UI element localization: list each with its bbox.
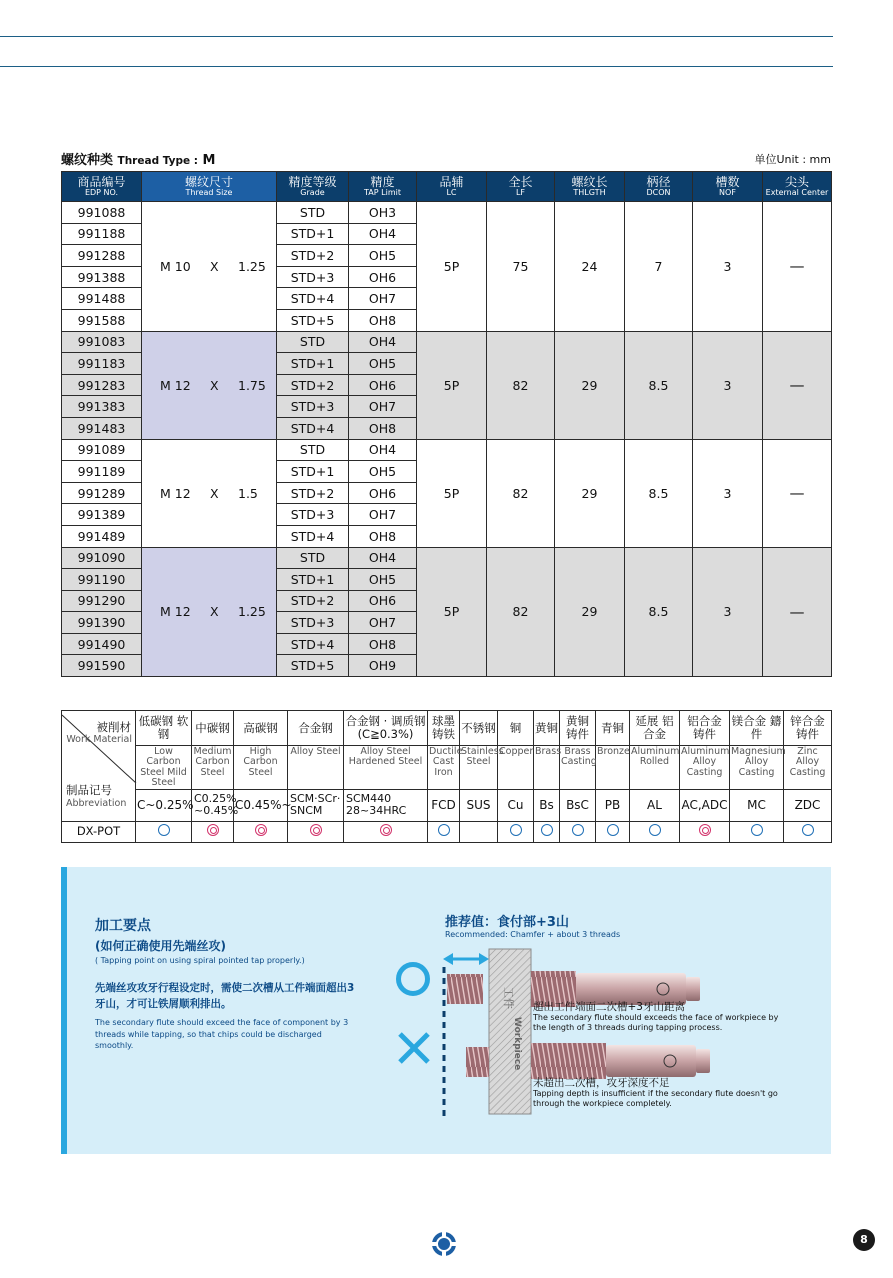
- corner-work-en: Work Material: [66, 733, 132, 745]
- table-header-row: [62, 172, 832, 202]
- header-cell: [277, 172, 349, 202]
- suitability-cell: [192, 821, 234, 842]
- workpiece-label-zh: 工件: [502, 987, 515, 1009]
- header-label-en: DCON: [646, 187, 671, 197]
- material-name-en: Brass: [534, 746, 560, 790]
- material-name-zh: 球墨 铸铁: [428, 711, 460, 746]
- header-label-zh: 尖头: [784, 175, 809, 189]
- heading-title-en: Thread Type :: [117, 155, 198, 167]
- lf-cell: 75: [487, 202, 555, 332]
- edp-cell: 991388: [62, 266, 142, 288]
- suitability-cell: [680, 821, 730, 842]
- suitable-circle-icon: [802, 824, 814, 836]
- lf-cell: 82: [487, 547, 555, 677]
- material-name-en: Low Carbon Steel Mild Steel: [136, 746, 192, 790]
- header-label-en: THLGTH: [573, 187, 606, 197]
- tapping-tips-panel: [61, 867, 831, 1154]
- good-caption-en: The secondary flute should exceeds the face of workpiece by the length of 3 threads during tapping process.: [533, 1013, 779, 1032]
- suitability-cell: [344, 821, 428, 842]
- material-abbreviation: AC,ADC: [680, 789, 730, 821]
- material-en-row: [62, 746, 832, 790]
- grade-cell: STD+4: [277, 525, 349, 547]
- edp-cell: 991089: [62, 439, 142, 461]
- suitability-cell: [428, 821, 460, 842]
- suitability-cell: [630, 821, 680, 842]
- tap-limit-cell: OH7: [349, 612, 417, 634]
- header-cell: [763, 172, 832, 202]
- header-label-en: LC: [446, 187, 457, 197]
- grade-cell: STD+2: [277, 374, 349, 396]
- material-name-zh: 不锈钢: [460, 711, 498, 746]
- suitable-circle-icon: [607, 824, 619, 836]
- edp-cell: 991289: [62, 482, 142, 504]
- ec-cell: —: [763, 547, 832, 677]
- grade-cell: STD+1: [277, 223, 349, 245]
- suitability-cell: [498, 821, 534, 842]
- tap-limit-cell: OH9: [349, 655, 417, 677]
- thread-size-cell: [142, 547, 277, 677]
- tap-limit-cell: OH8: [349, 309, 417, 331]
- ec-cell: —: [763, 202, 832, 332]
- grade-cell: STD+2: [277, 590, 349, 612]
- heading-thread-type: M: [202, 153, 216, 168]
- recommended-title: 推荐值：食付部+3山: [445, 915, 569, 930]
- header-label-en: EDP NO.: [84, 187, 119, 197]
- tap-limit-cell: OH8: [349, 417, 417, 439]
- material-name-zh: 延展 铝合金: [630, 711, 680, 746]
- table-row: [62, 202, 832, 224]
- material-name-en: Zinc Alloy Casting: [784, 746, 832, 790]
- thread-type-heading: [61, 147, 831, 167]
- tap-limit-cell: OH4: [349, 223, 417, 245]
- header-label-en: TAP Limit: [364, 187, 401, 197]
- material-name-en: Aluminum Rolled: [630, 746, 680, 790]
- corner-abbr-zh: 制品记号: [66, 782, 112, 797]
- edp-cell: 991490: [62, 633, 142, 655]
- thread-size-part: 1.25: [238, 258, 266, 274]
- thread-size-part: X: [210, 485, 219, 501]
- material-name-en: Medium Carbon Steel: [192, 746, 234, 790]
- header-label-zh: 品辅: [439, 175, 464, 189]
- arrow-left-head: [443, 953, 453, 965]
- suitability-cell: [288, 821, 344, 842]
- grade-cell: STD+4: [277, 288, 349, 310]
- edp-cell: 991088: [62, 202, 142, 224]
- grade-cell: STD+3: [277, 266, 349, 288]
- dcon-cell: 8.5: [625, 547, 693, 677]
- material-name-zh: 黄铜: [534, 711, 560, 746]
- edp-cell: 991283: [62, 374, 142, 396]
- corner-work-zh: 被削材: [96, 719, 131, 734]
- edp-cell: 991588: [62, 309, 142, 331]
- tap-limit-cell: OH8: [349, 633, 417, 655]
- material-name-en: Copper: [498, 746, 534, 790]
- material-name-en: Bronze: [596, 746, 630, 790]
- edp-cell: 991488: [62, 288, 142, 310]
- thread-size-part: M 12: [160, 604, 191, 620]
- tap-limit-cell: OH6: [349, 266, 417, 288]
- material-name-zh: 锌合金 铸件: [784, 711, 832, 746]
- tips-subtitle: (如何正确使用先端丝攻): [95, 939, 226, 953]
- material-name-zh: 合金钢 · 调质钢 (C≧0.3%): [344, 711, 428, 746]
- header-label-en: LF: [515, 187, 526, 197]
- material-name-en: Alloy Steel Hardened Steel: [344, 746, 428, 790]
- edp-cell: 991383: [62, 396, 142, 418]
- material-corner-cell: [62, 711, 136, 822]
- ec-cell: —: [763, 439, 832, 547]
- thlgth-cell: 24: [555, 202, 625, 332]
- header-cell: [693, 172, 763, 202]
- dcon-cell: 8.5: [625, 439, 693, 547]
- tips-body-en: The secondary flute should exceed the face of component by 3 threads while tapping, so that chips could be discharged smoothly.: [95, 1018, 349, 1051]
- material-name-zh: 铜: [498, 711, 534, 746]
- header-label-en: Grade: [300, 187, 325, 197]
- nof-cell: 3: [693, 547, 763, 677]
- unit-label: 单位Unit : mm: [754, 153, 831, 166]
- tips-subtitle-en: ( Tapping point on using spiral pointed tap properly.): [95, 956, 305, 965]
- work-material-table: [61, 710, 832, 843]
- thread-size-part: M 12: [160, 377, 191, 393]
- edp-cell: 991389: [62, 504, 142, 526]
- lc-cell: 5P: [417, 331, 487, 439]
- header-label-zh: 柄径: [646, 175, 671, 189]
- header-label-zh: 槽数: [715, 175, 740, 189]
- product-name-cell: DX-POT: [62, 821, 136, 842]
- tap-limit-cell: OH6: [349, 374, 417, 396]
- dcon-cell: 7: [625, 202, 693, 332]
- edp-cell: 991083: [62, 331, 142, 353]
- edp-cell: 991188: [62, 223, 142, 245]
- workpiece-label-en: Workpiece: [512, 1017, 522, 1071]
- bad-caption-zh: 未超出二次槽，攻牙深度不足: [533, 1077, 670, 1089]
- edp-cell: 991189: [62, 461, 142, 483]
- tap-limit-cell: OH4: [349, 331, 417, 353]
- top-tap-square: [686, 977, 700, 1001]
- recommended-double-circle-icon: [255, 824, 267, 836]
- thread-size-cell: [142, 202, 277, 332]
- tips-body-zh: 先端丝攻攻牙行程设定时，需使二次槽从工件端面超出3牙山，才可让铁屑顺利排出。: [95, 982, 355, 1011]
- material-name-en: Brass Casting: [560, 746, 596, 790]
- material-name-en: Stainless Steel: [460, 746, 498, 790]
- material-abbreviation: C0.25% ~0.45%: [192, 789, 234, 821]
- workpiece-hatch: [489, 949, 531, 1114]
- thread-size-part: X: [210, 258, 219, 274]
- nof-cell: 3: [693, 202, 763, 332]
- header-cell: [555, 172, 625, 202]
- table-row: [62, 331, 832, 353]
- header-label-zh: 螺纹长: [571, 175, 608, 189]
- material-abbreviation: FCD: [428, 789, 460, 821]
- tap-limit-cell: OH7: [349, 288, 417, 310]
- tap-limit-cell: OH7: [349, 396, 417, 418]
- tap-limit-cell: OH6: [349, 482, 417, 504]
- material-abbreviation: BsC: [560, 789, 596, 821]
- nof-cell: 3: [693, 439, 763, 547]
- grade-cell: STD: [277, 439, 349, 461]
- material-name-zh: 低碳钢 软钢: [136, 711, 192, 746]
- panel-accent-bar: [61, 867, 67, 1154]
- header-label-zh: 精度等级: [288, 175, 337, 189]
- top-rule-2: [0, 66, 833, 67]
- tap-limit-cell: OH7: [349, 504, 417, 526]
- suitability-cell: [136, 821, 192, 842]
- material-name-en: Magnesium Alloy Casting: [730, 746, 784, 790]
- header-cell: [417, 172, 487, 202]
- thlgth-cell: 29: [555, 331, 625, 439]
- edp-cell: 991290: [62, 590, 142, 612]
- bottom-tap-threads-right: [531, 1043, 606, 1079]
- edp-cell: 991590: [62, 655, 142, 677]
- table-row: [62, 439, 832, 461]
- tap-limit-cell: OH6: [349, 590, 417, 612]
- material-abbreviation: MC: [730, 789, 784, 821]
- edp-cell: 991390: [62, 612, 142, 634]
- suitability-cell: [460, 821, 498, 842]
- suitable-circle-icon: [572, 824, 584, 836]
- bottom-tap-shank: [606, 1045, 696, 1077]
- tap-limit-cell: OH4: [349, 439, 417, 461]
- grade-cell: STD+3: [277, 396, 349, 418]
- grade-cell: STD+4: [277, 633, 349, 655]
- suitable-circle-icon: [438, 824, 450, 836]
- material-name-en: Aluminum Alloy Casting: [680, 746, 730, 790]
- header-cell: [142, 172, 277, 202]
- material-abbreviation: PB: [596, 789, 630, 821]
- heading-title-zh: 螺纹种类: [61, 153, 114, 168]
- tap-limit-cell: OH3: [349, 202, 417, 224]
- material-abbreviation: AL: [630, 789, 680, 821]
- material-name-zh: 中碳钢: [192, 711, 234, 746]
- grade-cell: STD+5: [277, 309, 349, 331]
- lf-cell: 82: [487, 331, 555, 439]
- header-label-en: External Center: [765, 187, 829, 197]
- brand-logo-icon: [430, 1230, 458, 1258]
- edp-cell: 991489: [62, 525, 142, 547]
- grade-cell: STD: [277, 331, 349, 353]
- thread-size-part: 1.5: [238, 485, 258, 501]
- dcon-cell: 8.5: [625, 331, 693, 439]
- header-cell: [487, 172, 555, 202]
- thread-size-part: X: [210, 604, 219, 620]
- recommended-double-circle-icon: [207, 824, 219, 836]
- lc-cell: 5P: [417, 439, 487, 547]
- tap-limit-cell: OH5: [349, 461, 417, 483]
- tap-limit-cell: OH8: [349, 525, 417, 547]
- material-abbreviation: ZDC: [784, 789, 832, 821]
- recommended-subtitle: Recommended: Chamfer + about 3 threads: [445, 930, 621, 939]
- tap-limit-cell: OH5: [349, 569, 417, 591]
- header-label-en: NOF: [719, 187, 736, 197]
- bad-caption-en: Tapping depth is insufficient if the secondary flute doesn't go through the workpiece completely.: [533, 1089, 778, 1108]
- edp-cell: 991190: [62, 569, 142, 591]
- lc-cell: 5P: [417, 547, 487, 677]
- table-row: [62, 547, 832, 569]
- grade-cell: STD+2: [277, 482, 349, 504]
- material-abbreviation: SUS: [460, 789, 498, 821]
- material-abbreviation: Bs: [534, 789, 560, 821]
- suitable-circle-icon: [510, 824, 522, 836]
- thread-size-cell: [142, 331, 277, 439]
- material-abbreviation: C0.45%~: [234, 789, 288, 821]
- good-caption-zh: 超出工件端面二次槽+3牙山距离: [533, 1001, 685, 1013]
- abbreviation-row: [62, 789, 832, 821]
- grade-cell: STD+5: [277, 655, 349, 677]
- header-label-zh: 精度: [370, 175, 395, 189]
- suitability-cell: [234, 821, 288, 842]
- material-name-zh: 高碳钢: [234, 711, 288, 746]
- bottom-tap-square: [696, 1049, 710, 1073]
- recommended-double-circle-icon: [310, 824, 322, 836]
- material-name-zh: 黄铜 铸件: [560, 711, 596, 746]
- lf-cell: 82: [487, 439, 555, 547]
- material-name-en: Ductile Cast Iron: [428, 746, 460, 790]
- header-label-en: Thread Size: [185, 187, 233, 197]
- tips-title: 加工要点: [95, 918, 151, 934]
- material-name-zh: 铝合金 铸件: [680, 711, 730, 746]
- edp-cell: 991288: [62, 245, 142, 267]
- grade-cell: STD+1: [277, 461, 349, 483]
- header-cell: [62, 172, 142, 202]
- material-abbreviation: Cu: [498, 789, 534, 821]
- grade-cell: STD+3: [277, 612, 349, 634]
- grade-cell: STD+1: [277, 353, 349, 375]
- header-label-zh: 螺纹尺寸: [184, 175, 233, 189]
- thlgth-cell: 29: [555, 439, 625, 547]
- heading-title: [61, 149, 215, 168]
- header-cell: [349, 172, 417, 202]
- grade-cell: STD+3: [277, 504, 349, 526]
- edp-cell: 991483: [62, 417, 142, 439]
- grade-cell: STD+4: [277, 417, 349, 439]
- material-abbreviation: C~0.25%: [136, 789, 192, 821]
- grade-cell: STD: [277, 202, 349, 224]
- suitability-cell: [784, 821, 832, 842]
- lc-cell: 5P: [417, 202, 487, 332]
- page-number: 8: [853, 1229, 875, 1251]
- thread-size-part: M 10: [160, 258, 191, 274]
- suitable-circle-icon: [751, 824, 763, 836]
- thread-size-part: X: [210, 377, 219, 393]
- suitability-cell: [534, 821, 560, 842]
- ec-cell: —: [763, 331, 832, 439]
- good-circle-icon: [396, 962, 430, 996]
- tap-limit-cell: OH5: [349, 353, 417, 375]
- material-abbreviation: SCM440 28~34HRC: [344, 789, 428, 821]
- recommended-double-circle-icon: [699, 824, 711, 836]
- tap-limit-cell: OH5: [349, 245, 417, 267]
- top-tap-threads-left: [447, 974, 483, 1004]
- recommended-double-circle-icon: [380, 824, 392, 836]
- bad-cross-icon: [396, 1030, 432, 1066]
- suitability-cell: [560, 821, 596, 842]
- thread-size-cell: [142, 439, 277, 547]
- material-name-zh: 镁合金 鑄件: [730, 711, 784, 746]
- suitable-circle-icon: [649, 824, 661, 836]
- header-cell: [625, 172, 693, 202]
- suitable-circle-icon: [541, 824, 553, 836]
- tap-spec-table: [61, 171, 832, 677]
- edp-cell: 991090: [62, 547, 142, 569]
- header-label-zh: 商品编号: [77, 175, 126, 189]
- top-rule-1: [0, 36, 833, 37]
- edp-cell: 991183: [62, 353, 142, 375]
- suitable-circle-icon: [158, 824, 170, 836]
- material-name-zh: 青铜: [596, 711, 630, 746]
- bottom-tap-threads-left: [466, 1047, 489, 1077]
- thread-size-part: 1.25: [238, 604, 266, 620]
- material-name-row: [62, 711, 832, 746]
- suitability-cell: [730, 821, 784, 842]
- thlgth-cell: 29: [555, 547, 625, 677]
- grade-cell: STD: [277, 547, 349, 569]
- header-label-zh: 全长: [508, 175, 533, 189]
- grade-cell: STD+1: [277, 569, 349, 591]
- suitability-cell: [596, 821, 630, 842]
- nof-cell: 3: [693, 331, 763, 439]
- material-name-zh: 合金钢: [288, 711, 344, 746]
- material-abbreviation: SCM·SCr· SNCM: [288, 789, 344, 821]
- material-name-en: High Carbon Steel: [234, 746, 288, 790]
- tap-limit-cell: OH4: [349, 547, 417, 569]
- product-suitability-row: [62, 821, 832, 842]
- thread-size-part: 1.75: [238, 377, 266, 393]
- grade-cell: STD+2: [277, 245, 349, 267]
- material-name-en: Alloy Steel: [288, 746, 344, 790]
- thread-size-part: M 12: [160, 485, 191, 501]
- arrow-right-head: [479, 953, 489, 965]
- corner-abbr-en: Abbreviation: [66, 797, 127, 809]
